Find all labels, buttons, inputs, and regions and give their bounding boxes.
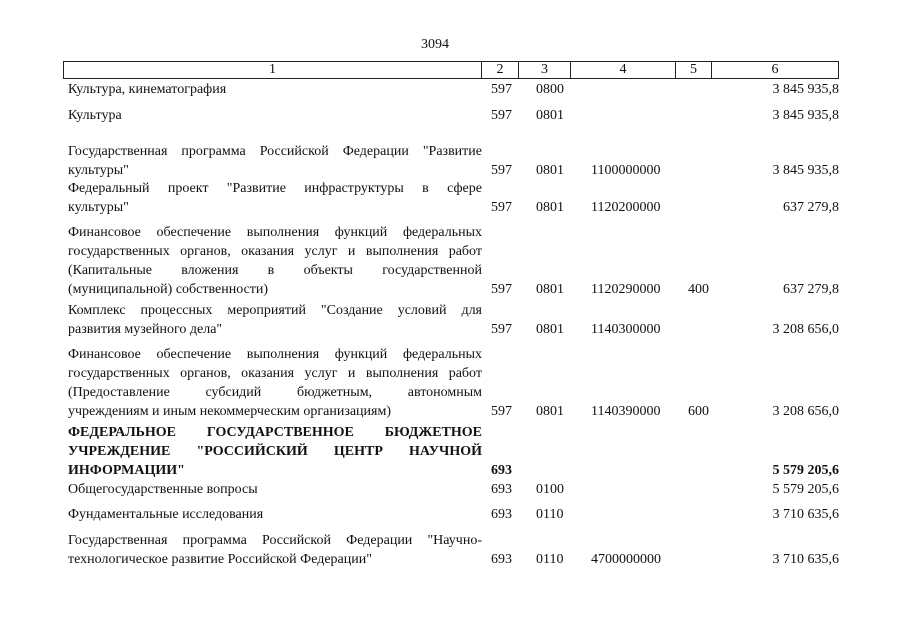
row-c6-value: 3 845 935,8 <box>772 108 839 123</box>
row-c4-value: 1140390000 <box>591 404 661 419</box>
row-c3-value: 0801 <box>536 282 564 297</box>
row-name-line: (Капитальные вложения в объекты государственной <box>68 263 482 278</box>
row-name-line: технологическое развитие Российской Федерации" <box>68 552 372 567</box>
row-name-line: Культура, кинематография <box>68 82 227 97</box>
row-name-line: культуры" <box>68 163 129 178</box>
row-name-line: УЧРЕЖДЕНИЕ "РОССИЙСКИЙ ЦЕНТР НАУЧНОЙ <box>68 444 482 459</box>
row-name-line: (Предоставление субсидий бюджетным, автономным <box>68 385 482 400</box>
table-header <box>63 61 839 79</box>
header-col-1: 1 <box>269 62 276 77</box>
row-c3-value: 0801 <box>536 163 564 178</box>
header-col-5: 5 <box>690 62 697 77</box>
row-c3-value: 0801 <box>536 404 564 419</box>
row-name-line: Государственная программа Российской Федерации "Научно- <box>68 533 482 548</box>
header-col-2: 2 <box>496 62 504 77</box>
row-c6-value: 3 845 935,8 <box>772 163 839 178</box>
row-name <box>68 80 482 99</box>
row-c6-value: 3 208 656,0 <box>772 404 839 419</box>
header-col-6: 6 <box>771 62 779 77</box>
table-row <box>0 179 905 217</box>
row-name-line: (муниципальной) собственности) <box>68 282 269 297</box>
row-c6-value: 3 208 656,0 <box>772 322 839 337</box>
row-c2-value: 693 <box>491 482 512 497</box>
page-number: 3094 <box>421 37 449 52</box>
row-name-line: культуры" <box>68 200 129 215</box>
row-name <box>68 423 482 480</box>
row-name <box>68 505 482 524</box>
row-c6-value: 5 579 205,6 <box>772 463 839 478</box>
row-c4-value: 1100000000 <box>591 163 661 178</box>
row-name <box>68 223 482 299</box>
row-name-line: Комплекс процессных мероприятий "Создание условий для <box>68 303 482 318</box>
row-c3-value: 0110 <box>536 507 564 522</box>
row-c4-value: 1140300000 <box>591 322 661 337</box>
row-name-line: ФЕДЕРАЛЬНОЕ ГОСУДАРСТВЕННОЕ БЮДЖЕТНОЕ <box>68 425 482 440</box>
table-row <box>0 505 905 524</box>
row-name-line: развития музейного дела" <box>68 322 223 337</box>
row-name-line: Федеральный проект "Развитие инфраструктуры в сфере <box>68 181 482 196</box>
row-name-line: Фундаментальные исследования <box>68 507 264 522</box>
row-c2-value: 597 <box>491 82 512 97</box>
row-c3-value: 0110 <box>536 552 564 567</box>
row-c6-value: 3 710 635,6 <box>772 507 839 522</box>
row-c3-value: 0800 <box>536 82 564 97</box>
row-c4-value: 1120200000 <box>591 200 661 215</box>
table-row <box>0 142 905 180</box>
row-c2-value: 597 <box>491 163 512 178</box>
row-name-line: государственных органов, оказания услуг и выполнения работ <box>68 244 482 259</box>
row-c2-value: 597 <box>491 282 512 297</box>
table-row <box>0 531 905 569</box>
row-c6-value: 637 279,8 <box>783 200 839 215</box>
row-c2-value: 597 <box>491 108 512 123</box>
header-col-3: 3 <box>541 62 548 77</box>
table-row <box>0 301 905 339</box>
row-c2-value: 693 <box>491 507 512 522</box>
row-name <box>68 480 482 499</box>
row-c6-value: 3 845 935,8 <box>772 82 839 97</box>
row-name <box>68 142 482 180</box>
header-col-4: 4 <box>619 62 627 77</box>
row-c6-value: 5 579 205,6 <box>772 482 839 497</box>
row-name-line: Финансовое обеспечение выполнения функций федеральных <box>68 347 482 362</box>
row-c3-value: 0801 <box>536 200 564 215</box>
row-name-line: Общегосударственные вопросы <box>68 482 258 497</box>
row-c2-value: 597 <box>491 322 512 337</box>
row-name <box>68 531 482 569</box>
row-name-line: ИНФОРМАЦИИ" <box>68 463 185 478</box>
row-c2-value: 597 <box>491 404 512 419</box>
row-c5-value: 400 <box>688 282 709 297</box>
table-row <box>0 106 905 125</box>
row-c3-value: 0801 <box>536 108 564 123</box>
row-name-line: государственных органов, оказания услуг и выполнения работ <box>68 366 482 381</box>
row-c2-value: 693 <box>491 552 512 567</box>
row-c3-value: 0100 <box>536 482 564 497</box>
row-name-line: Государственная программа Российской Федерации "Развитие <box>68 144 482 159</box>
row-c6-value: 3 710 635,6 <box>772 552 839 567</box>
table-row <box>0 80 905 99</box>
table-row <box>0 423 905 480</box>
row-name-line: Культура <box>68 108 122 123</box>
row-c4-value: 4700000000 <box>591 552 661 567</box>
table-row <box>0 480 905 499</box>
row-c3-value: 0801 <box>536 322 564 337</box>
row-name <box>68 179 482 217</box>
row-c2-value: 597 <box>491 200 512 215</box>
row-name <box>68 106 482 125</box>
row-name-line: учреждениям и иным некоммерческим организациям) <box>68 404 392 419</box>
row-c2-value: 693 <box>491 463 512 478</box>
row-name <box>68 301 482 339</box>
row-name-line: Финансовое обеспечение выполнения функций федеральных <box>68 225 482 240</box>
row-c5-value: 600 <box>688 404 709 419</box>
table-row <box>0 223 905 299</box>
table-row <box>0 345 905 421</box>
row-c6-value: 637 279,8 <box>783 282 839 297</box>
row-name <box>68 345 482 421</box>
row-c4-value: 1120290000 <box>591 282 661 297</box>
